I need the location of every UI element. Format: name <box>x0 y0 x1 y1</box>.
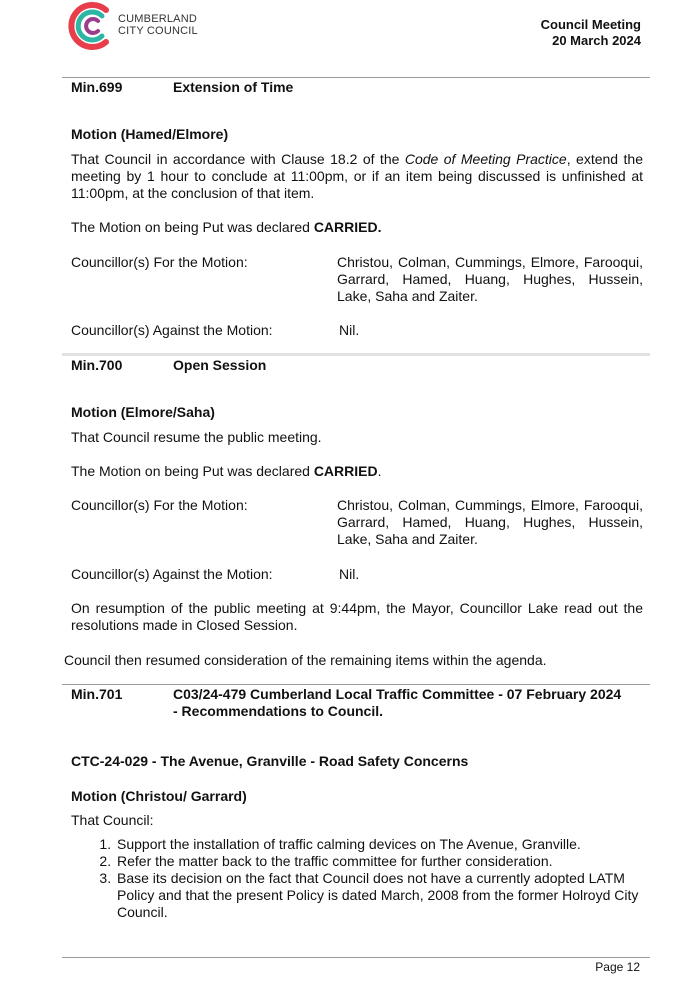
motion-heading: Motion (Christou/ Garrard) <box>71 788 247 804</box>
against-names: Nil. <box>339 566 360 582</box>
motion-heading: Motion (Hamed/Elmore) <box>71 126 229 142</box>
list-item: 2. Refer the matter back to the traffic committee for further consideration. <box>115 853 643 870</box>
meeting-header <box>541 17 641 49</box>
section-divider <box>62 353 650 356</box>
org-line-1: CUMBERLAND <box>118 13 198 25</box>
motion-text: That Council in accordance with Clause 18.2 of the Code of Meeting Practice, extend the meeting by 1 hour to conclude at 11:00pm, or if an item being discussed is unfinished at 11:00pm, at the conclusion of that item. <box>71 151 643 201</box>
minute-number: Min.700 <box>71 357 123 373</box>
minute-title: Open Session <box>173 357 267 373</box>
against-names: Nil. <box>339 322 360 338</box>
minute-number: Min.699 <box>71 79 123 95</box>
minute-title: Extension of Time <box>173 79 294 95</box>
minute-number: Min.701 <box>71 686 123 702</box>
resumption-text: On resumption of the public meeting at 9:44pm, the Mayor, Councillor Lake read out the resolutions made in Closed Session. <box>71 600 643 633</box>
motion-result: The Motion on being Put was declared CARRIED. <box>71 219 382 235</box>
motion-result: The Motion on being Put was declared CARRIED. <box>71 463 382 479</box>
page-number: Page 12 <box>595 960 640 974</box>
against-label: Councillor(s) Against the Motion: <box>71 566 273 582</box>
motion-intro: That Council: <box>71 812 154 828</box>
interlude-text: Council then resumed consideration of the remaining items within the agenda. <box>64 652 547 668</box>
section-divider <box>62 684 650 685</box>
meeting-date: 20 March 2024 <box>552 33 641 48</box>
recommendation-list <box>71 836 643 921</box>
against-label: Councillor(s) Against the Motion: <box>71 322 273 338</box>
for-label: Councillor(s) For the Motion: <box>71 497 248 513</box>
section-divider <box>62 77 650 78</box>
list-item: 3. Base its decision on the fact that Council does not have a currently adopted LATM Policy and that the present Policy is dated March, 2008 from the former Holroyd City Council. <box>115 870 643 921</box>
sub-heading: CTC-24-029 - The Avenue, Granville - Road Safety Concerns <box>71 753 469 769</box>
org-line-2: CITY COUNCIL <box>118 25 198 37</box>
for-names: Christou, Colman, Cummings, Elmore, Farooqui, Garrard, Hamed, Huang, Hughes, Hussein, Lake, Saha and Zaiter. <box>337 497 643 547</box>
cumberland-logo-icon <box>66 0 116 52</box>
for-names: Christou, Colman, Cummings, Elmore, Farooqui, Garrard, Hamed, Huang, Hughes, Hussein, Lake, Saha and Zaiter. <box>337 254 643 304</box>
list-item: 1. Support the installation of traffic calming devices on The Avenue, Granville. <box>115 836 643 853</box>
motion-heading: Motion (Elmore/Saha) <box>71 404 215 420</box>
minute-title: C03/24-479 Cumberland Local Traffic Committee - 07 February 2024 - Recommendations to Council. <box>173 686 622 719</box>
footer-divider <box>62 957 650 958</box>
meeting-title: Council Meeting <box>540 17 641 32</box>
for-label: Councillor(s) For the Motion: <box>71 254 248 270</box>
org-name <box>118 13 198 37</box>
motion-text: That Council resume the public meeting. <box>71 429 322 445</box>
